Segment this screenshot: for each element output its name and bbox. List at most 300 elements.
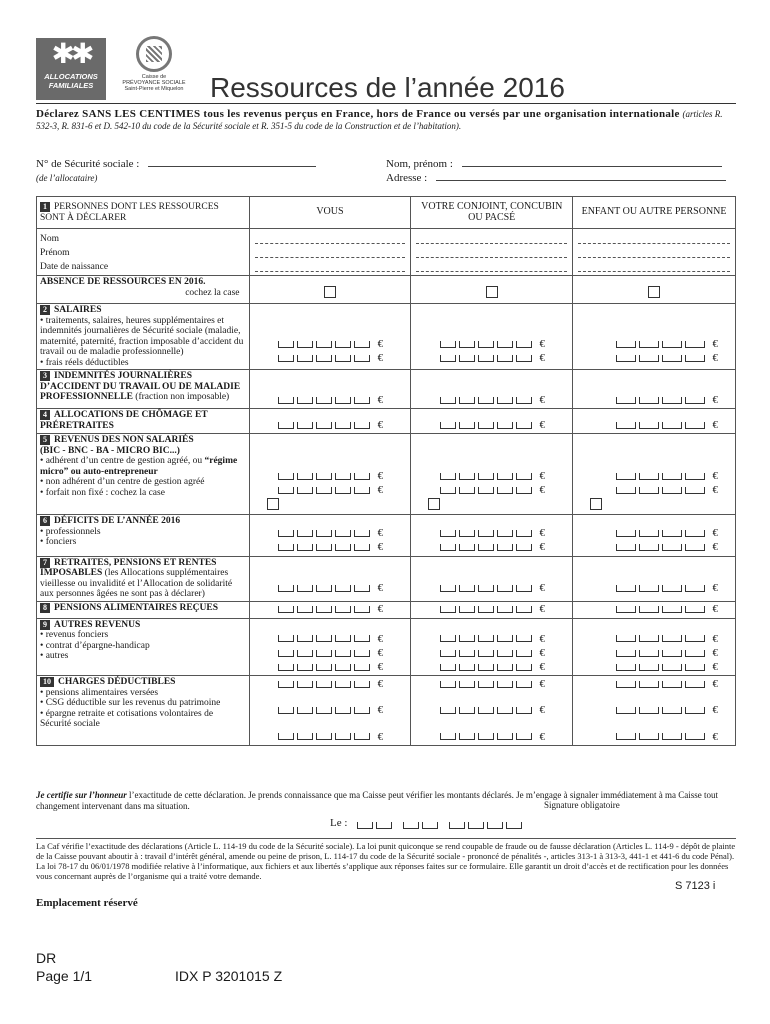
amount-digit-box[interactable] <box>354 422 370 429</box>
amount-digit-box[interactable] <box>297 664 313 671</box>
identity-input-line[interactable] <box>255 259 406 272</box>
amount-digit-box[interactable] <box>354 530 370 537</box>
amount-digit-box[interactable] <box>616 606 636 613</box>
amount-field[interactable] <box>414 603 569 617</box>
amount-digit-box[interactable] <box>662 635 682 642</box>
amount-digit-box[interactable] <box>316 664 332 671</box>
amount-digit-box[interactable] <box>497 664 513 671</box>
amount-digit-box[interactable] <box>278 681 294 688</box>
amount-digit-box[interactable] <box>478 397 494 404</box>
absence-checkbox[interactable] <box>486 286 498 298</box>
amount-digit-box[interactable] <box>478 707 494 714</box>
amount-digit-box[interactable] <box>297 635 313 642</box>
amount-digit-box[interactable] <box>354 473 370 480</box>
amount-digit-box[interactable] <box>616 341 636 348</box>
amount-digit-box[interactable] <box>459 397 475 404</box>
amount-digit-box[interactable] <box>297 487 313 494</box>
amount-digit-box[interactable] <box>497 707 513 714</box>
date-m2[interactable] <box>422 822 438 829</box>
amount-digit-box[interactable] <box>497 422 513 429</box>
amount-digit-box[interactable] <box>497 650 513 657</box>
amount-digit-box[interactable] <box>335 635 351 642</box>
amount-digit-box[interactable] <box>459 664 475 671</box>
amount-field[interactable] <box>414 418 569 432</box>
amount-digit-box[interactable] <box>685 664 705 671</box>
amount-digit-box[interactable] <box>459 650 475 657</box>
amount-digit-box[interactable] <box>297 544 313 551</box>
amount-digit-box[interactable] <box>440 487 456 494</box>
date-field[interactable] <box>330 817 523 829</box>
amount-digit-box[interactable] <box>354 355 370 362</box>
amount-digit-box[interactable] <box>459 473 475 480</box>
amount-field[interactable] <box>414 646 569 660</box>
amount-digit-box[interactable] <box>685 341 705 348</box>
amount-digit-box[interactable] <box>440 530 456 537</box>
amount-digit-box[interactable] <box>497 355 513 362</box>
amount-digit-box[interactable] <box>639 635 659 642</box>
amount-field[interactable] <box>576 351 732 365</box>
amount-digit-box[interactable] <box>316 585 332 592</box>
amount-digit-box[interactable] <box>685 530 705 537</box>
amount-field[interactable] <box>253 540 408 554</box>
amount-digit-box[interactable] <box>662 397 682 404</box>
forfait-checkbox[interactable] <box>267 498 279 510</box>
amount-digit-box[interactable] <box>662 544 682 551</box>
amount-digit-box[interactable] <box>639 397 659 404</box>
amount-digit-box[interactable] <box>440 664 456 671</box>
amount-digit-box[interactable] <box>478 733 494 740</box>
amount-digit-box[interactable] <box>516 355 532 362</box>
amount-digit-box[interactable] <box>616 487 636 494</box>
amount-field[interactable] <box>253 526 408 540</box>
amount-digit-box[interactable] <box>616 422 636 429</box>
amount-digit-box[interactable] <box>354 707 370 714</box>
amount-field[interactable] <box>253 677 408 691</box>
amount-digit-box[interactable] <box>662 422 682 429</box>
identity-input-line[interactable] <box>578 245 730 258</box>
amount-digit-box[interactable] <box>440 681 456 688</box>
amount-field[interactable] <box>414 393 569 407</box>
amount-field[interactable] <box>576 730 732 744</box>
amount-digit-box[interactable] <box>478 544 494 551</box>
amount-digit-box[interactable] <box>662 681 682 688</box>
amount-digit-box[interactable] <box>335 341 351 348</box>
amount-digit-box[interactable] <box>639 606 659 613</box>
amount-field[interactable] <box>414 632 569 646</box>
amount-field[interactable] <box>253 393 408 407</box>
amount-digit-box[interactable] <box>685 355 705 362</box>
amount-digit-box[interactable] <box>639 530 659 537</box>
amount-field[interactable] <box>576 582 732 596</box>
amount-digit-box[interactable] <box>685 473 705 480</box>
amount-digit-box[interactable] <box>335 544 351 551</box>
amount-field[interactable] <box>253 582 408 596</box>
amount-digit-box[interactable] <box>685 585 705 592</box>
amount-digit-box[interactable] <box>616 530 636 537</box>
amount-digit-box[interactable] <box>459 733 475 740</box>
amount-digit-box[interactable] <box>297 733 313 740</box>
amount-digit-box[interactable] <box>662 341 682 348</box>
amount-digit-box[interactable] <box>616 397 636 404</box>
amount-digit-box[interactable] <box>497 530 513 537</box>
amount-digit-box[interactable] <box>316 341 332 348</box>
amount-digit-box[interactable] <box>335 585 351 592</box>
amount-digit-box[interactable] <box>440 355 456 362</box>
amount-digit-box[interactable] <box>297 707 313 714</box>
amount-digit-box[interactable] <box>278 635 294 642</box>
amount-digit-box[interactable] <box>354 635 370 642</box>
amount-digit-box[interactable] <box>685 397 705 404</box>
amount-digit-box[interactable] <box>662 355 682 362</box>
amount-digit-box[interactable] <box>516 341 532 348</box>
amount-digit-box[interactable] <box>335 487 351 494</box>
amount-digit-box[interactable] <box>478 355 494 362</box>
amount-digit-box[interactable] <box>516 544 532 551</box>
amount-digit-box[interactable] <box>316 606 332 613</box>
amount-digit-box[interactable] <box>516 422 532 429</box>
amount-digit-box[interactable] <box>278 487 294 494</box>
amount-digit-box[interactable] <box>335 681 351 688</box>
amount-digit-box[interactable] <box>278 473 294 480</box>
amount-digit-box[interactable] <box>639 341 659 348</box>
amount-field[interactable] <box>576 484 732 498</box>
amount-digit-box[interactable] <box>316 397 332 404</box>
amount-field[interactable] <box>414 540 569 554</box>
amount-digit-box[interactable] <box>316 355 332 362</box>
amount-digit-box[interactable] <box>662 650 682 657</box>
identity-input-line[interactable] <box>578 231 730 244</box>
amount-digit-box[interactable] <box>639 355 659 362</box>
amount-field[interactable] <box>576 393 732 407</box>
amount-field[interactable] <box>576 540 732 554</box>
forfait-checkbox[interactable] <box>428 498 440 510</box>
amount-digit-box[interactable] <box>316 733 332 740</box>
amount-digit-box[interactable] <box>354 585 370 592</box>
amount-digit-box[interactable] <box>516 487 532 494</box>
date-y4[interactable] <box>506 822 522 829</box>
amount-field[interactable] <box>576 603 732 617</box>
amount-digit-box[interactable] <box>354 397 370 404</box>
amount-digit-box[interactable] <box>497 544 513 551</box>
amount-digit-box[interactable] <box>297 650 313 657</box>
amount-digit-box[interactable] <box>685 707 705 714</box>
amount-digit-box[interactable] <box>616 544 636 551</box>
amount-digit-box[interactable] <box>616 664 636 671</box>
amount-digit-box[interactable] <box>639 585 659 592</box>
amount-digit-box[interactable] <box>478 341 494 348</box>
amount-digit-box[interactable] <box>354 487 370 494</box>
amount-digit-box[interactable] <box>335 664 351 671</box>
amount-digit-box[interactable] <box>685 650 705 657</box>
amount-digit-box[interactable] <box>440 606 456 613</box>
amount-field[interactable] <box>414 484 569 498</box>
amount-digit-box[interactable] <box>516 650 532 657</box>
amount-digit-box[interactable] <box>662 707 682 714</box>
amount-field[interactable] <box>576 526 732 540</box>
amount-digit-box[interactable] <box>335 650 351 657</box>
amount-digit-box[interactable] <box>459 585 475 592</box>
amount-field[interactable] <box>414 677 569 691</box>
amount-field[interactable] <box>253 484 408 498</box>
amount-field[interactable] <box>576 337 732 351</box>
amount-digit-box[interactable] <box>278 733 294 740</box>
identity-input-line[interactable] <box>416 259 567 272</box>
amount-field[interactable] <box>253 704 408 718</box>
amount-field[interactable] <box>253 660 408 674</box>
amount-digit-box[interactable] <box>685 681 705 688</box>
amount-digit-box[interactable] <box>639 681 659 688</box>
amount-digit-box[interactable] <box>297 397 313 404</box>
amount-digit-box[interactable] <box>278 544 294 551</box>
amount-digit-box[interactable] <box>297 585 313 592</box>
amount-digit-box[interactable] <box>335 397 351 404</box>
amount-field[interactable] <box>253 337 408 351</box>
amount-field[interactable] <box>253 632 408 646</box>
amount-digit-box[interactable] <box>516 664 532 671</box>
amount-digit-box[interactable] <box>616 355 636 362</box>
amount-digit-box[interactable] <box>278 397 294 404</box>
amount-digit-box[interactable] <box>316 487 332 494</box>
amount-field[interactable] <box>253 603 408 617</box>
amount-digit-box[interactable] <box>440 635 456 642</box>
amount-digit-box[interactable] <box>662 606 682 613</box>
amount-digit-box[interactable] <box>335 733 351 740</box>
amount-digit-box[interactable] <box>278 606 294 613</box>
amount-digit-box[interactable] <box>278 355 294 362</box>
amount-digit-box[interactable] <box>662 473 682 480</box>
amount-field[interactable] <box>576 704 732 718</box>
amount-digit-box[interactable] <box>662 585 682 592</box>
amount-digit-box[interactable] <box>440 585 456 592</box>
amount-field[interactable] <box>576 632 732 646</box>
amount-digit-box[interactable] <box>478 530 494 537</box>
amount-field[interactable] <box>414 526 569 540</box>
amount-digit-box[interactable] <box>335 355 351 362</box>
amount-digit-box[interactable] <box>335 473 351 480</box>
amount-digit-box[interactable] <box>316 707 332 714</box>
amount-digit-box[interactable] <box>440 341 456 348</box>
name-field[interactable] <box>386 158 722 170</box>
amount-field[interactable] <box>576 660 732 674</box>
amount-digit-box[interactable] <box>616 473 636 480</box>
amount-digit-box[interactable] <box>335 530 351 537</box>
amount-digit-box[interactable] <box>478 473 494 480</box>
identity-input-line[interactable] <box>416 231 567 244</box>
amount-digit-box[interactable] <box>459 487 475 494</box>
amount-digit-box[interactable] <box>316 650 332 657</box>
amount-digit-box[interactable] <box>497 606 513 613</box>
date-d2[interactable] <box>376 822 392 829</box>
amount-digit-box[interactable] <box>639 422 659 429</box>
amount-digit-box[interactable] <box>297 355 313 362</box>
identity-input-line[interactable] <box>578 259 730 272</box>
amount-field[interactable] <box>253 646 408 660</box>
amount-digit-box[interactable] <box>639 707 659 714</box>
amount-digit-box[interactable] <box>316 681 332 688</box>
amount-digit-box[interactable] <box>478 422 494 429</box>
amount-digit-box[interactable] <box>516 733 532 740</box>
amount-digit-box[interactable] <box>639 487 659 494</box>
forfait-checkbox[interactable] <box>590 498 602 510</box>
amount-field[interactable] <box>576 646 732 660</box>
amount-digit-box[interactable] <box>354 733 370 740</box>
amount-digit-box[interactable] <box>354 650 370 657</box>
absence-checkbox[interactable] <box>324 286 336 298</box>
date-y2[interactable] <box>468 822 484 829</box>
amount-digit-box[interactable] <box>459 544 475 551</box>
amount-digit-box[interactable] <box>685 422 705 429</box>
amount-digit-box[interactable] <box>478 635 494 642</box>
amount-field[interactable] <box>414 660 569 674</box>
amount-digit-box[interactable] <box>316 530 332 537</box>
amount-digit-box[interactable] <box>478 606 494 613</box>
amount-digit-box[interactable] <box>316 473 332 480</box>
amount-field[interactable] <box>414 469 569 483</box>
amount-digit-box[interactable] <box>497 635 513 642</box>
amount-digit-box[interactable] <box>516 397 532 404</box>
amount-digit-box[interactable] <box>478 585 494 592</box>
amount-digit-box[interactable] <box>278 650 294 657</box>
amount-digit-box[interactable] <box>616 585 636 592</box>
amount-digit-box[interactable] <box>335 422 351 429</box>
amount-digit-box[interactable] <box>516 681 532 688</box>
address-field[interactable] <box>386 172 726 184</box>
date-d1[interactable] <box>357 822 373 829</box>
amount-digit-box[interactable] <box>316 422 332 429</box>
amount-digit-box[interactable] <box>662 664 682 671</box>
amount-digit-box[interactable] <box>516 606 532 613</box>
name-input-line[interactable] <box>462 158 722 167</box>
address-input-line[interactable] <box>436 172 726 181</box>
identity-input-line[interactable] <box>255 231 406 244</box>
amount-digit-box[interactable] <box>478 487 494 494</box>
amount-digit-box[interactable] <box>278 530 294 537</box>
amount-digit-box[interactable] <box>497 733 513 740</box>
amount-digit-box[interactable] <box>516 635 532 642</box>
amount-field[interactable] <box>253 469 408 483</box>
amount-digit-box[interactable] <box>497 341 513 348</box>
amount-field[interactable] <box>253 351 408 365</box>
amount-digit-box[interactable] <box>639 650 659 657</box>
amount-digit-box[interactable] <box>639 544 659 551</box>
date-y3[interactable] <box>487 822 503 829</box>
amount-digit-box[interactable] <box>639 664 659 671</box>
secu-field[interactable] <box>36 158 316 170</box>
amount-field[interactable] <box>253 418 408 432</box>
amount-field[interactable] <box>414 704 569 718</box>
amount-digit-box[interactable] <box>616 635 636 642</box>
amount-field[interactable] <box>576 418 732 432</box>
amount-digit-box[interactable] <box>685 544 705 551</box>
amount-digit-box[interactable] <box>354 544 370 551</box>
amount-digit-box[interactable] <box>297 473 313 480</box>
amount-field[interactable] <box>414 730 569 744</box>
amount-digit-box[interactable] <box>459 635 475 642</box>
amount-field[interactable] <box>414 337 569 351</box>
amount-digit-box[interactable] <box>478 664 494 671</box>
amount-digit-box[interactable] <box>662 487 682 494</box>
amount-digit-box[interactable] <box>616 707 636 714</box>
amount-digit-box[interactable] <box>459 530 475 537</box>
amount-digit-box[interactable] <box>278 422 294 429</box>
amount-digit-box[interactable] <box>459 355 475 362</box>
amount-digit-box[interactable] <box>278 585 294 592</box>
amount-digit-box[interactable] <box>639 733 659 740</box>
amount-digit-box[interactable] <box>278 707 294 714</box>
amount-digit-box[interactable] <box>662 733 682 740</box>
amount-digit-box[interactable] <box>335 707 351 714</box>
amount-digit-box[interactable] <box>297 530 313 537</box>
amount-digit-box[interactable] <box>497 487 513 494</box>
amount-digit-box[interactable] <box>297 422 313 429</box>
amount-digit-box[interactable] <box>440 733 456 740</box>
amount-digit-box[interactable] <box>662 530 682 537</box>
amount-field[interactable] <box>414 582 569 596</box>
amount-digit-box[interactable] <box>440 650 456 657</box>
amount-digit-box[interactable] <box>316 635 332 642</box>
amount-digit-box[interactable] <box>297 606 313 613</box>
secu-input-line[interactable] <box>148 158 316 167</box>
amount-digit-box[interactable] <box>459 707 475 714</box>
amount-digit-box[interactable] <box>354 681 370 688</box>
amount-digit-box[interactable] <box>440 397 456 404</box>
amount-digit-box[interactable] <box>459 681 475 688</box>
amount-field[interactable] <box>576 677 732 691</box>
amount-digit-box[interactable] <box>516 530 532 537</box>
amount-digit-box[interactable] <box>354 606 370 613</box>
amount-digit-box[interactable] <box>616 733 636 740</box>
amount-digit-box[interactable] <box>278 341 294 348</box>
date-m1[interactable] <box>403 822 419 829</box>
amount-digit-box[interactable] <box>335 606 351 613</box>
amount-digit-box[interactable] <box>297 681 313 688</box>
amount-digit-box[interactable] <box>440 422 456 429</box>
amount-digit-box[interactable] <box>516 585 532 592</box>
amount-digit-box[interactable] <box>497 473 513 480</box>
amount-digit-box[interactable] <box>354 341 370 348</box>
amount-digit-box[interactable] <box>459 606 475 613</box>
amount-digit-box[interactable] <box>685 487 705 494</box>
amount-digit-box[interactable] <box>516 473 532 480</box>
amount-digit-box[interactable] <box>685 635 705 642</box>
amount-digit-box[interactable] <box>516 707 532 714</box>
amount-digit-box[interactable] <box>440 473 456 480</box>
amount-digit-box[interactable] <box>278 664 294 671</box>
amount-digit-box[interactable] <box>478 650 494 657</box>
amount-digit-box[interactable] <box>497 397 513 404</box>
amount-digit-box[interactable] <box>297 341 313 348</box>
amount-digit-box[interactable] <box>497 585 513 592</box>
amount-digit-box[interactable] <box>316 544 332 551</box>
amount-digit-box[interactable] <box>685 606 705 613</box>
amount-digit-box[interactable] <box>459 341 475 348</box>
amount-digit-box[interactable] <box>440 544 456 551</box>
amount-digit-box[interactable] <box>616 650 636 657</box>
identity-input-line[interactable] <box>255 245 406 258</box>
amount-digit-box[interactable] <box>616 681 636 688</box>
date-y1[interactable] <box>449 822 465 829</box>
amount-digit-box[interactable] <box>685 733 705 740</box>
amount-field[interactable] <box>414 351 569 365</box>
absence-checkbox[interactable] <box>648 286 660 298</box>
amount-field[interactable] <box>576 469 732 483</box>
amount-digit-box[interactable] <box>440 707 456 714</box>
identity-input-line[interactable] <box>416 245 567 258</box>
amount-field[interactable] <box>253 730 408 744</box>
amount-digit-box[interactable] <box>354 664 370 671</box>
amount-digit-box[interactable] <box>459 422 475 429</box>
amount-digit-box[interactable] <box>478 681 494 688</box>
